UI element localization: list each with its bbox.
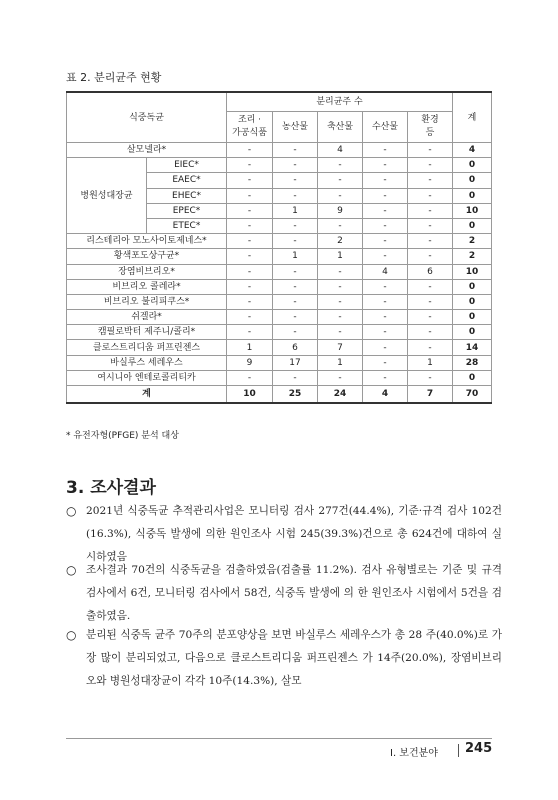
header-source-line: 등 bbox=[425, 128, 435, 138]
row-total-cell: 0 bbox=[453, 173, 492, 188]
table-cell: - bbox=[408, 143, 453, 158]
header-source-line: 조리 · bbox=[237, 115, 262, 125]
subtype-cell: EAEC* bbox=[147, 173, 227, 188]
isolate-table bbox=[66, 91, 492, 404]
table-caption: 표 2. 분리균주 현황 bbox=[66, 71, 162, 84]
table-cell: 7 bbox=[408, 386, 453, 404]
header-isolate-count: 분리균주 수 bbox=[227, 92, 453, 112]
table-cell: - bbox=[227, 218, 273, 233]
table-row bbox=[67, 355, 492, 370]
header-total: 계 bbox=[453, 92, 492, 143]
table-cell: 7 bbox=[318, 340, 363, 355]
table-cell: 1 bbox=[318, 355, 363, 370]
pathogen-name-cell: 장염비브리오* bbox=[67, 264, 227, 279]
table-row bbox=[67, 234, 492, 249]
table-cell: - bbox=[227, 264, 273, 279]
table-cell: - bbox=[227, 158, 273, 173]
table-cell: - bbox=[408, 310, 453, 325]
table-cell: - bbox=[273, 294, 318, 309]
group-label-cell: 병원성대장균 bbox=[67, 158, 147, 234]
table-cell: - bbox=[408, 188, 453, 203]
table-cell: - bbox=[273, 370, 318, 385]
table-cell: 1 bbox=[318, 249, 363, 264]
table-cell: - bbox=[363, 173, 408, 188]
row-total-cell: 14 bbox=[453, 340, 492, 355]
table-cell: 17 bbox=[273, 355, 318, 370]
pathogen-name-cell: 바실루스 세레우스 bbox=[67, 355, 227, 370]
subtype-cell: EIEC* bbox=[147, 158, 227, 173]
table-row bbox=[67, 143, 492, 158]
header-pathogen: 식중독균 bbox=[67, 92, 227, 143]
table-cell: - bbox=[408, 325, 453, 340]
table-cell: - bbox=[227, 279, 273, 294]
table-cell: - bbox=[273, 218, 318, 233]
table-cell: - bbox=[227, 173, 273, 188]
result-paragraph bbox=[66, 559, 502, 628]
table-cell: - bbox=[363, 158, 408, 173]
row-total-cell: 2 bbox=[453, 249, 492, 264]
row-total-cell: 10 bbox=[453, 264, 492, 279]
table-cell: 2 bbox=[318, 234, 363, 249]
table-cell: - bbox=[318, 218, 363, 233]
table-cell: - bbox=[318, 310, 363, 325]
paragraph-text: 분리된 식중독 균주 70주의 분포양상을 보면 바실루스 세레우스가 총 28 주(40.0%)로 가장 많이 분리되었고, 다음으로 클로스트리디움 퍼프린젠스 가 14주(20.0%), 장염비브리오와 병원성대장균이 각각 10주(14.3%), 살모 bbox=[86, 629, 502, 687]
table-cell: - bbox=[227, 310, 273, 325]
row-total-cell: 70 bbox=[453, 386, 492, 404]
table-cell: 1 bbox=[227, 340, 273, 355]
row-total-cell: 0 bbox=[453, 279, 492, 294]
table-cell: - bbox=[318, 294, 363, 309]
table-cell: - bbox=[408, 173, 453, 188]
pathogen-name-cell: 살모넬라* bbox=[67, 143, 227, 158]
pathogen-name-cell: 쉬겔라* bbox=[67, 310, 227, 325]
row-total-cell: 0 bbox=[453, 218, 492, 233]
row-total-cell: 4 bbox=[453, 143, 492, 158]
table-row bbox=[67, 294, 492, 309]
table-cell: - bbox=[408, 370, 453, 385]
table-cell: - bbox=[363, 249, 408, 264]
row-total-cell: 0 bbox=[453, 370, 492, 385]
table-cell: - bbox=[273, 234, 318, 249]
row-total-cell: 0 bbox=[453, 294, 492, 309]
table-cell: 4 bbox=[318, 143, 363, 158]
table-cell: 6 bbox=[273, 340, 318, 355]
bullet-circle: ○ bbox=[66, 563, 77, 577]
subtype-cell: ETEC* bbox=[147, 218, 227, 233]
table-cell: - bbox=[318, 158, 363, 173]
table-cell: - bbox=[363, 355, 408, 370]
table-cell: - bbox=[273, 173, 318, 188]
subtype-cell: EPEC* bbox=[147, 203, 227, 218]
table-cell: 6 bbox=[408, 264, 453, 279]
paragraph-text: 조사결과 70건의 식중독균을 검출하였음(검출률 11.2%). 검사 유형별로는 기준 및 규격 검사에서 6건, 모니터링 검사에서 58건, 식중독 발생에 의 한 원인조사 시험에서 5건을 검출하였음. bbox=[86, 564, 502, 622]
row-total-cell: 0 bbox=[453, 188, 492, 203]
table-cell: - bbox=[273, 158, 318, 173]
total-label-cell: 계 bbox=[67, 386, 227, 404]
table-cell: - bbox=[227, 325, 273, 340]
table-cell: - bbox=[408, 203, 453, 218]
header-source-line: 수산물 bbox=[371, 121, 399, 132]
footer-rule bbox=[66, 738, 492, 739]
table-cell: - bbox=[363, 143, 408, 158]
header-source-col bbox=[363, 112, 408, 143]
table-row bbox=[67, 310, 492, 325]
header-source-col bbox=[408, 112, 453, 143]
table-cell: - bbox=[408, 234, 453, 249]
table-row bbox=[67, 264, 492, 279]
table-cell: - bbox=[363, 279, 408, 294]
table-cell: 25 bbox=[273, 386, 318, 404]
page-number: 245 bbox=[465, 741, 493, 756]
header-source-line: 축산물 bbox=[326, 121, 354, 132]
table-cell: - bbox=[273, 264, 318, 279]
table-cell: - bbox=[363, 325, 408, 340]
table-cell: - bbox=[227, 370, 273, 385]
table-cell: - bbox=[227, 143, 273, 158]
total-row bbox=[67, 386, 492, 404]
header-source-col bbox=[318, 112, 363, 143]
table-cell: - bbox=[318, 188, 363, 203]
table-cell: - bbox=[363, 294, 408, 309]
row-total-cell: 0 bbox=[453, 310, 492, 325]
table-cell: - bbox=[273, 325, 318, 340]
table-footnote: * 유전자형(PFGE) 분석 대상 bbox=[66, 431, 179, 441]
row-total-cell: 0 bbox=[453, 325, 492, 340]
table-cell: 1 bbox=[273, 249, 318, 264]
footer-separator bbox=[458, 744, 459, 757]
pathogen-name-cell: 황색포도상구균* bbox=[67, 249, 227, 264]
header-source-line: 가공식품 bbox=[232, 128, 267, 138]
table-cell: - bbox=[227, 188, 273, 203]
table-cell: - bbox=[273, 310, 318, 325]
table-cell: - bbox=[227, 234, 273, 249]
row-total-cell: 10 bbox=[453, 203, 492, 218]
pathogen-name-cell: 캠필로박터 제주니/콜리* bbox=[67, 325, 227, 340]
table-cell: 4 bbox=[363, 386, 408, 404]
pathogen-name-cell: 클로스트리디움 퍼프린젠스 bbox=[67, 340, 227, 355]
table-cell: 9 bbox=[227, 355, 273, 370]
table-row bbox=[67, 370, 492, 385]
table-row bbox=[67, 158, 492, 173]
table-cell: - bbox=[273, 143, 318, 158]
table-cell: - bbox=[408, 249, 453, 264]
row-total-cell: 0 bbox=[453, 158, 492, 173]
header-source-line: 농산물 bbox=[281, 121, 309, 132]
table-cell: - bbox=[363, 370, 408, 385]
table-cell: 24 bbox=[318, 386, 363, 404]
table-cell: - bbox=[318, 325, 363, 340]
result-paragraph bbox=[66, 624, 502, 693]
table-cell: - bbox=[363, 188, 408, 203]
table-cell: - bbox=[408, 340, 453, 355]
section-title: 3. 조사결과 bbox=[66, 478, 156, 498]
footer-section: Ⅰ. 보건분야 bbox=[390, 748, 438, 759]
bullet-circle: ○ bbox=[66, 628, 77, 642]
pathogen-name-cell: 비브리오 불리피쿠스* bbox=[67, 294, 227, 309]
table-row bbox=[67, 325, 492, 340]
header-source-col bbox=[273, 112, 318, 143]
table-cell: - bbox=[227, 249, 273, 264]
table-cell: 1 bbox=[273, 203, 318, 218]
table-cell: - bbox=[363, 310, 408, 325]
subtype-cell: EHEC* bbox=[147, 188, 227, 203]
header-source-line: 환경 bbox=[421, 115, 439, 125]
row-total-cell: 28 bbox=[453, 355, 492, 370]
table-row bbox=[67, 249, 492, 264]
table-cell: 9 bbox=[318, 203, 363, 218]
table-cell: - bbox=[318, 279, 363, 294]
table-cell: - bbox=[363, 340, 408, 355]
table-cell: - bbox=[227, 203, 273, 218]
header-source-col bbox=[227, 112, 273, 143]
bullet-circle: ○ bbox=[66, 504, 77, 518]
pathogen-name-cell: 여시니아 엔테로콜리티카 bbox=[67, 370, 227, 385]
table-cell: - bbox=[227, 294, 273, 309]
table-cell: - bbox=[318, 264, 363, 279]
table-cell: - bbox=[363, 218, 408, 233]
pathogen-name-cell: 리스테리아 모노사이토제네스* bbox=[67, 234, 227, 249]
table-cell: - bbox=[408, 218, 453, 233]
pathogen-name-cell: 비브리오 콜레라* bbox=[67, 279, 227, 294]
table-cell: - bbox=[273, 188, 318, 203]
table-cell: - bbox=[273, 279, 318, 294]
table-cell: 4 bbox=[363, 264, 408, 279]
table-row bbox=[67, 279, 492, 294]
table-row bbox=[67, 340, 492, 355]
row-total-cell: 2 bbox=[453, 234, 492, 249]
paragraph-text: 2021년 식중독균 추적관리사업은 모니터링 검사 277건(44.4%), 기준·규격 검사 102건(16.3%), 식중독 발생에 의한 원인조사 시험 245(39.3%)건으로 총 624건에 대하여 실시하였음 bbox=[86, 505, 502, 563]
table-cell: - bbox=[318, 173, 363, 188]
table-cell: - bbox=[318, 370, 363, 385]
table-cell: - bbox=[363, 234, 408, 249]
table-cell: 10 bbox=[227, 386, 273, 404]
table-cell: - bbox=[408, 294, 453, 309]
table-cell: - bbox=[363, 203, 408, 218]
table-cell: - bbox=[408, 158, 453, 173]
table-cell: - bbox=[408, 279, 453, 294]
table-cell: 1 bbox=[408, 355, 453, 370]
